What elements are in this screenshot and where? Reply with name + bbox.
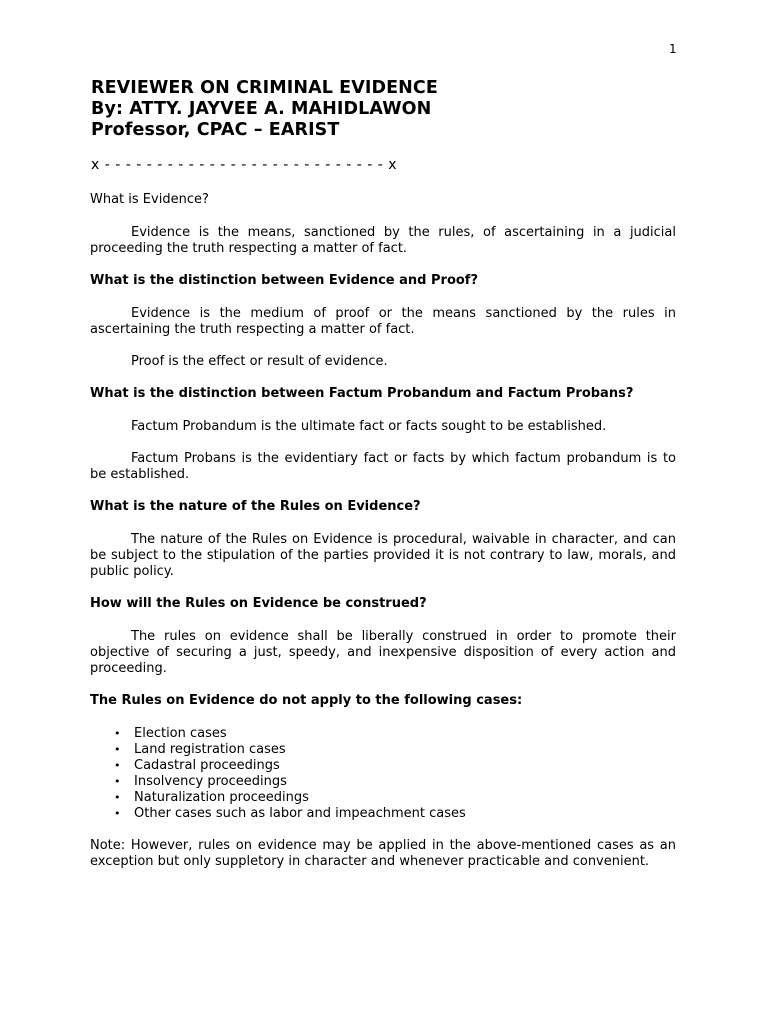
document-header [91, 78, 438, 141]
list-item [90, 774, 676, 790]
answer-paragraph: Factum Probans is the evidentiary fact or facts by which factum probandum is to be established. [90, 451, 676, 482]
list-item [90, 742, 676, 758]
page-number: 1 [669, 42, 677, 56]
document-body [90, 192, 676, 870]
list-item-text: Land registration cases [134, 742, 286, 757]
bullet-icon: • [114, 743, 121, 756]
list-item-text: Insolvency proceedings [134, 774, 287, 789]
list-item-text: Naturalization proceedings [134, 790, 309, 805]
separator-line: x - - - - - - - - - - - - - - - - - - - - - - - - - - - x [91, 157, 398, 173]
answer-paragraph: Proof is the effect or result of evidence. [131, 354, 388, 369]
question-heading: What is the nature of the Rules on Evidence? [90, 499, 421, 514]
answer-paragraph: The rules on evidence shall be liberally construed in order to promote their objective of securing a just, speedy, and inexpensive disposition of every action and proceeding. [90, 629, 676, 676]
bullet-icon: • [114, 775, 121, 788]
list-item-text: Other cases such as labor and impeachment cases [134, 806, 466, 821]
note-paragraph: Note: However, rules on evidence may be applied in the above-mentioned cases as an exception but only suppletory in character and whenever practicable and convenient. [90, 838, 676, 869]
bullet-icon: • [114, 759, 121, 772]
answer-paragraph: Factum Probandum is the ultimate fact or facts sought to be established. [131, 419, 607, 434]
answer-paragraph: Evidence is the medium of proof or the means sanctioned by the rules in ascertaining the truth respecting a matter of fact. [90, 306, 676, 337]
document-title: REVIEWER ON CRIMINAL EVIDENCE [91, 78, 438, 98]
list-item [90, 806, 676, 822]
list-item-text: Election cases [134, 726, 227, 741]
bullet-icon: • [114, 727, 121, 740]
question-heading: What is the distinction between Evidence and Proof? [90, 273, 479, 288]
answer-paragraph: The nature of the Rules on Evidence is procedural, waivable in character, and can be subject to the stipulation of the parties provided it is not contrary to law, morals, and public policy. [90, 532, 676, 579]
list-item-text: Cadastral proceedings [134, 758, 280, 773]
bullet-icon: • [114, 807, 121, 820]
list-item [90, 758, 676, 774]
question-heading: The Rules on Evidence do not apply to the following cases: [90, 693, 523, 708]
answer-paragraph: Evidence is the means, sanctioned by the rules, of ascertaining in a judicial proceeding the truth respecting a matter of fact. [90, 225, 676, 256]
list-item [90, 790, 676, 806]
question-heading: What is Evidence? [90, 192, 209, 207]
list-item [90, 726, 676, 742]
question-heading: How will the Rules on Evidence be construed? [90, 596, 427, 611]
bullet-icon: • [114, 791, 121, 804]
question-heading: What is the distinction between Factum Probandum and Factum Probans? [90, 386, 634, 401]
document-author: By: ATTY. JAYVEE A. MAHIDLAWON [91, 99, 432, 119]
exceptions-list [90, 726, 676, 822]
document-affiliation: Professor, CPAC – EARIST [91, 120, 340, 140]
